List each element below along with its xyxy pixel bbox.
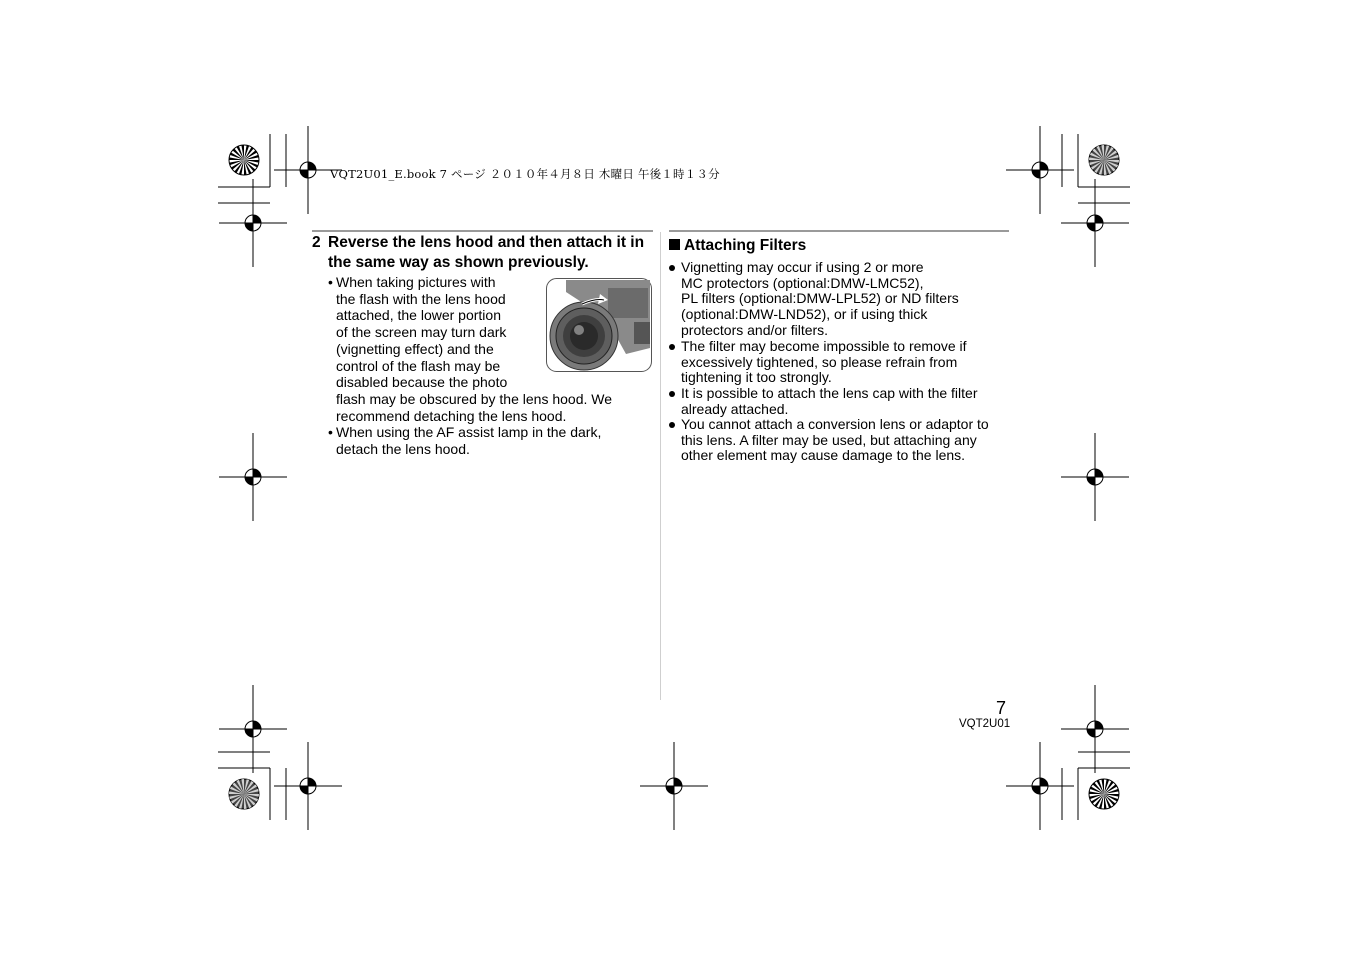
starburst-target-icon — [229, 145, 259, 175]
bullet-line: (optional:DMW-LND52), or if using thick — [681, 306, 928, 323]
bullet-line: When taking pictures with — [336, 274, 496, 290]
registration-mark-icon — [274, 742, 342, 830]
bullet-line: the flash with the lens hood — [336, 290, 506, 307]
starburst-target-icon — [229, 779, 259, 809]
step-number: 2 — [312, 234, 321, 251]
registration-mark-icon — [219, 685, 287, 773]
registration-mark-icon — [1061, 685, 1129, 773]
bullet-line: Vignetting may occur if using 2 or more — [681, 259, 924, 275]
bullet-line: excessively tightened, so please refrain from — [681, 353, 958, 370]
section-title — [669, 237, 806, 255]
bullet-line: When using the AF assist lamp in the dark, — [336, 424, 602, 440]
print-slug: VQT2U01_E.book 7 ページ ２０１０年４月８日 木曜日 午後１時１３分 — [330, 167, 720, 181]
bullet-line: PL filters (optional:DMW-LPL52) or ND filters — [681, 290, 959, 307]
registration-mark-icon — [219, 179, 287, 267]
bullet-line: other element may cause damage to the lens. — [681, 447, 966, 464]
step-text: Reverse the lens hood and then attach it in the same way as shown previously. — [328, 234, 645, 271]
page-number: 7 — [996, 698, 1007, 718]
registration-mark-icon — [1061, 179, 1129, 267]
left-column-rule — [312, 230, 653, 232]
bullet-line: You cannot attach a conversion lens or adaptor to — [681, 416, 989, 432]
column-divider — [660, 232, 661, 700]
bullet-line: attached, the lower portion — [336, 307, 501, 324]
registration-mark-icon — [1006, 742, 1074, 830]
camera-lens-hood-illustration — [546, 278, 652, 372]
model-code: VQT2U01 — [959, 718, 1011, 730]
starburst-target-icon — [1089, 145, 1119, 175]
bullet-line: already attached. — [681, 400, 789, 417]
bullet-dot-icon — [669, 344, 675, 350]
section-title-text: Attaching Filters — [684, 237, 807, 254]
bullet-line: protectors and/or filters. — [681, 321, 829, 338]
bullet-line: tightening it too strongly. — [681, 369, 832, 386]
bullet-line: MC protectors (optional:DMW-LMC52), — [681, 274, 924, 291]
bullet-line: (vignetting effect) and the — [336, 340, 494, 357]
black-square-icon — [669, 239, 680, 250]
starburst-target-icon — [1089, 779, 1119, 809]
registration-mark-icon — [219, 433, 287, 521]
bullet-line: recommend detaching the lens hood. — [336, 407, 567, 424]
bullet-line: detach the lens hood. — [336, 440, 470, 457]
bullet-line: this lens. A filter may be used, but attaching any — [681, 431, 977, 448]
bullet-line: of the screen may turn dark — [336, 324, 507, 341]
bullet-line: The filter may become impossible to remove if — [681, 338, 967, 354]
bullet-line: flash may be obscured by the lens hood. We — [336, 390, 613, 407]
bullet-line: disabled because the photo — [336, 374, 508, 391]
bullet-dot-icon — [669, 265, 675, 271]
bullet-dot-icon — [669, 391, 675, 397]
right-column-rule — [669, 230, 1009, 232]
bullet-line: control of the flash may be — [336, 357, 501, 374]
registration-mark-icon — [1061, 433, 1129, 521]
registration-mark-icon — [640, 742, 708, 830]
bullet-dot-icon — [669, 422, 675, 428]
registration-mark-icon — [1006, 126, 1074, 214]
bullet-line: It is possible to attach the lens cap with the filter — [681, 385, 978, 401]
